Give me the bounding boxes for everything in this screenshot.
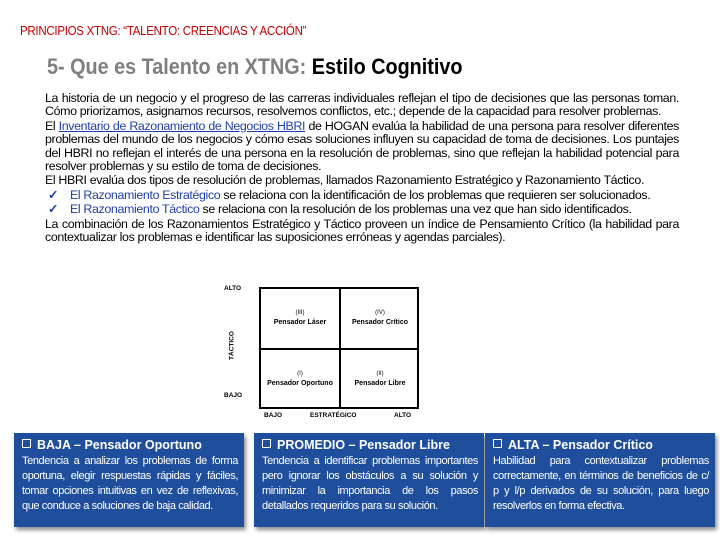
- box-description: Habilidad para contextualizar problemas correctamente, en términos de beneficios de c/ p y l/p derivados de su solución, para luego resolverlos en forma efectiva.: [493, 455, 709, 512]
- tactical-desc: se relaciona con la resolución de los problemas una vez que han sido identificados.: [199, 202, 632, 217]
- cell-name: Pensador Láser: [273, 319, 327, 326]
- y-axis-low-label: BAJO: [224, 392, 243, 399]
- y-axis-high-label: ALTO: [224, 285, 242, 292]
- checkmark-icon: ✓: [48, 187, 59, 202]
- cell-number: (IV): [375, 310, 385, 316]
- cell-number: (I): [297, 371, 303, 377]
- high-level-box: [485, 433, 715, 527]
- page-title: [47, 54, 462, 80]
- tactical-term: El Razonamiento Táctico: [70, 202, 200, 217]
- cell-name: Pensador Oportuno: [267, 380, 333, 387]
- box-description: Tendencia a analizar los problemas de forma oportuna, elegir respuestas rápidas y fáciles, tomar opciones intuitivas en vez de reflexivas, que conduce a soluciones de baja calidad.: [22, 455, 238, 512]
- cell-number: (II): [376, 371, 384, 377]
- box-title-text: BAJA – Pensador Oportuno: [37, 438, 202, 452]
- checkbox-square-icon: [22, 439, 31, 448]
- box-title-text: ALTA – Pensador Crítico: [508, 438, 653, 452]
- cell-critical-thinker: [341, 289, 419, 348]
- y-axis-title: TÁCTICO: [228, 331, 236, 360]
- cell-name: Pensador Libre: [354, 380, 406, 387]
- p2-pre: El: [45, 118, 59, 133]
- paragraph-2: [45, 120, 679, 174]
- low-level-box: [14, 433, 244, 527]
- cell-name: Pensador Crítico: [351, 319, 408, 326]
- paragraph-1: La historia de un negocio y el progreso de las carreras individuales reflejan el tipo de decisiones que las personas toman. Cómo priorizamos, asignamos recursos, resolvemos conflictos, etc.; depende de la capacidad para resolver problemas.: [45, 91, 679, 119]
- checkmark-icon: ✓: [48, 202, 59, 217]
- checkbox-square-icon: [262, 439, 271, 448]
- cell-free-thinker: [341, 350, 419, 409]
- strategic-desc: se relaciona con la identificación de los problemas que requieren ser solucionados.: [220, 187, 651, 202]
- cell-opportune-thinker: [261, 350, 339, 409]
- hbri-link[interactable]: Inventario de Razonamiento de Negocios HBRI: [58, 118, 306, 133]
- thinking-style-matrix: [214, 280, 444, 422]
- paragraph-4: La combinación de los Razonamientos Estratégico y Táctico proveen un índice de Pensamiento Crítico (la habilidad para contextualizar los problemas e identificar las suposiciones erróneas y agendas parciales).: [45, 216, 679, 245]
- body-text: [45, 92, 679, 245]
- cell-number: (III): [295, 310, 305, 316]
- cell-laser-thinker: [261, 289, 339, 348]
- x-axis-low-label: BAJO: [264, 412, 283, 419]
- check-item-strategic: [45, 189, 679, 202]
- strategic-term: El Razonamiento Estratégico: [70, 187, 221, 202]
- check-item-tactical: [45, 203, 679, 216]
- box-title: [262, 438, 478, 452]
- checkbox-square-icon: [493, 439, 502, 448]
- box-title: [22, 438, 238, 452]
- slide-header: PRINCIPIOS XTNG: “TALENTO: CREENCIAS Y ACCIÓN”: [20, 24, 307, 38]
- paragraph-3: El HBRI evalúa dos tipos de resolución de problemas, llamados Razonamiento Estratégico y Razonamiento Táctico.: [45, 173, 645, 188]
- average-level-box: [254, 433, 484, 527]
- box-title: [493, 438, 709, 452]
- p2-post: de HOGAN evalúa la habilidad de una persona para resolver diferentes problemas del mundo de los negocios y cómo esas soluciones influyen su capacidad de toma de decisiones. Los puntajes del HBRI no reflejan el interés de una persona en la resolución de problemas, sino que reflejan la habilidad potencial para resolver problemas y su estilo de toma de decisiones.: [45, 118, 679, 174]
- box-title-text: PROMEDIO – Pensador Libre: [277, 438, 450, 452]
- box-description: Tendencia a identificar problemas importantes pero ignorar los obstáculos a su solución y minimizar la importancia de los pasos detallados requeridos para su solución.: [262, 455, 478, 512]
- title-main: Estilo Cognitivo: [311, 54, 463, 79]
- x-axis-high-label: ALTO: [394, 412, 412, 419]
- x-axis-title: ESTRATÉGICO: [310, 412, 357, 419]
- matrix-grid: [259, 287, 419, 409]
- title-prefix: 5- Que es Talento en XTNG:: [47, 54, 312, 79]
